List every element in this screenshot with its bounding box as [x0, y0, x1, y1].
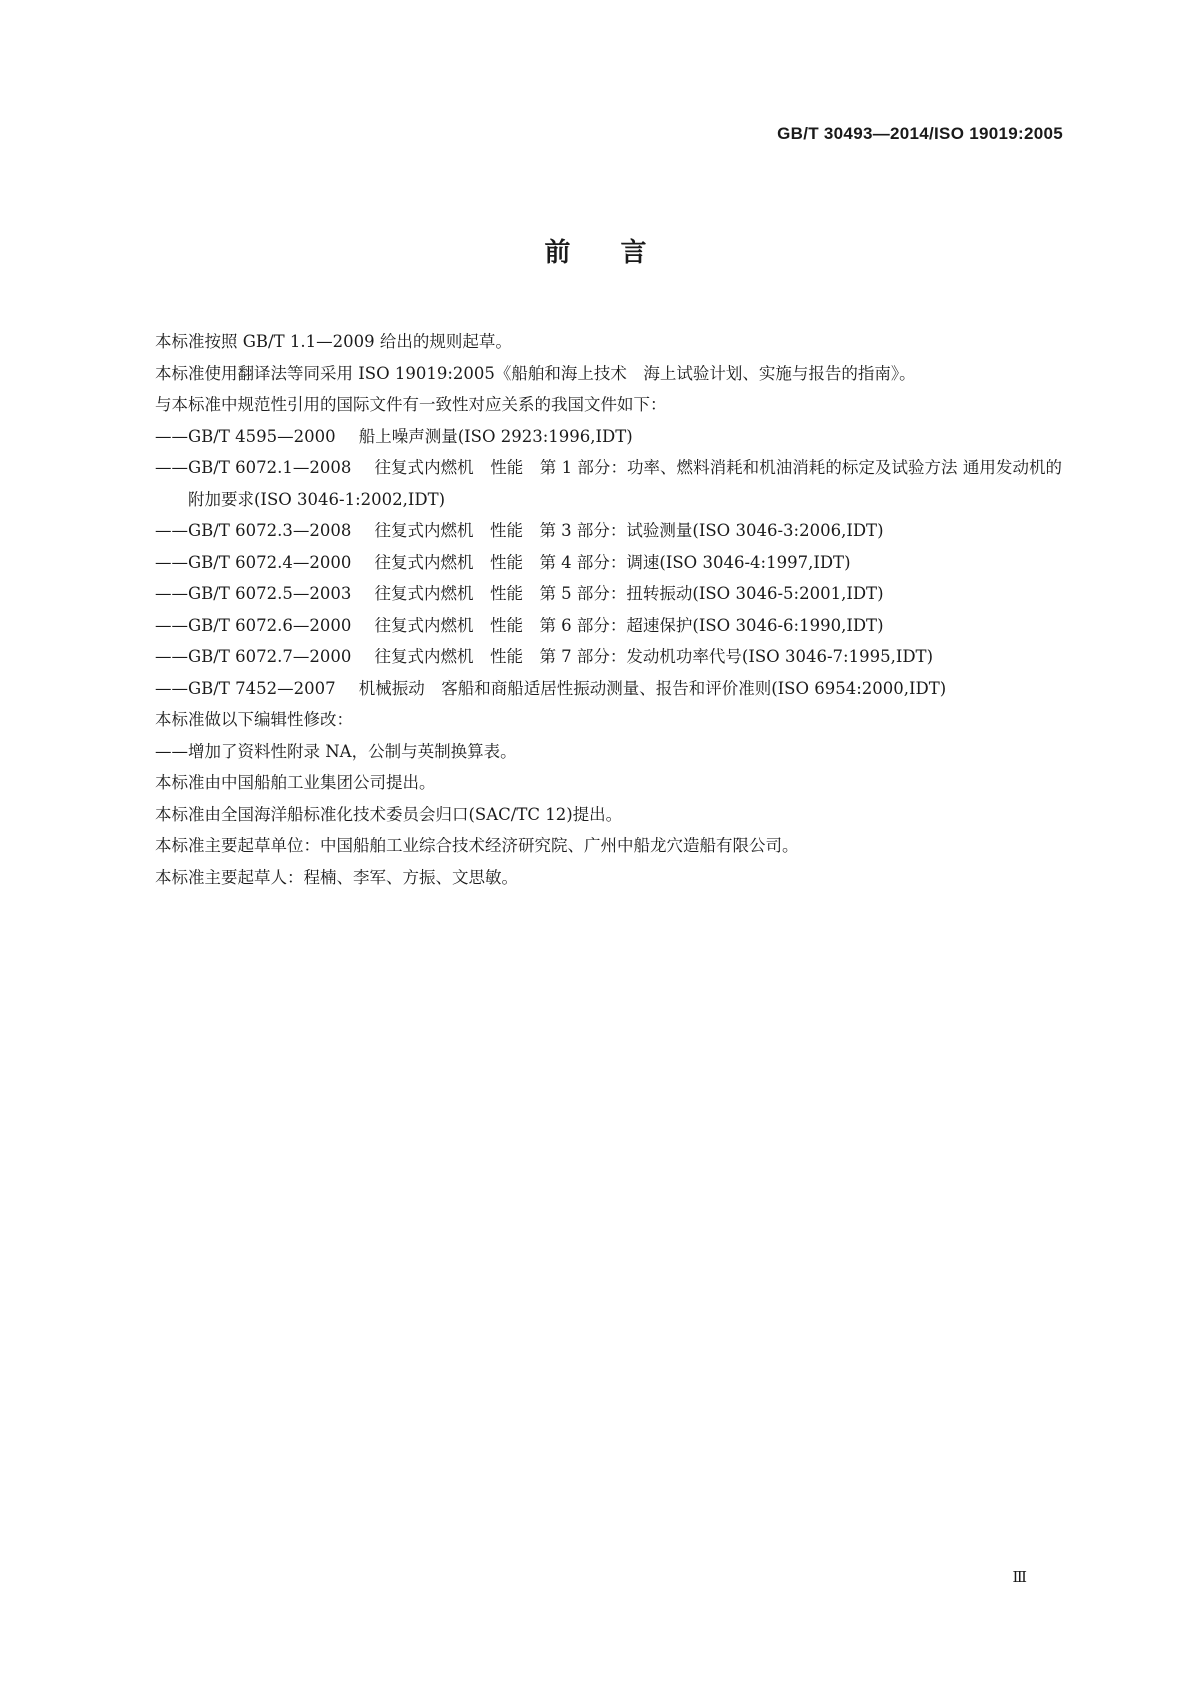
list-item [122, 578, 1062, 610]
paragraph-proposer: 本标准由中国船舶工业集团公司提出。 [155, 773, 436, 792]
reference-text: 往复式内燃机 性能 第 5 部分：扭转振动(ISO 3046-5:2001,IDT) [374, 584, 884, 603]
reference-text: 往复式内燃机 性能 第 6 部分：超速保护(ISO 3046-6:1990,IDT) [374, 615, 884, 635]
paragraph-adoption: 本标准使用翻译法等同采用 ISO 19019:2005《船舶和海上技术 海上试验计划、实施与报告的指南》。 [155, 363, 916, 383]
reference-code: ——GB/T 6072.3—2008 [155, 521, 352, 540]
reference-text: 船上噪声测量(ISO 2923:1996,IDT) [358, 426, 633, 446]
page-number: Ⅲ [1012, 1568, 1026, 1586]
paragraph-annex-change: ——增加了资料性附录 NA，公制与英制换算表。 [155, 741, 517, 761]
reference-text: 往复式内燃机 性能 第 1 部分：功率、燃料消耗和机油消耗的标定及试验方法 通用发动机的附加要求(ISO 3046-1:2002,IDT) [188, 458, 1062, 509]
paragraph-drafting-rules: 本标准按照 GB/T 1.1—2009 给出的规则起草。 [155, 332, 512, 351]
reference-list [122, 421, 1062, 705]
list-item [122, 421, 1062, 453]
paragraph-drafters: 本标准主要起草人：程楠、李军、方振、文思敏。 [155, 867, 518, 887]
standard-code-header: GB/T 30493—2014/ISO 19019:2005 [777, 124, 1063, 143]
list-item [122, 610, 1062, 642]
reference-code: ——GB/T 6072.5—2003 [155, 584, 352, 603]
paragraph-editorial-changes: 本标准做以下编辑性修改： [155, 710, 353, 729]
page-title: 前言 [544, 238, 697, 268]
reference-code: ——GB/T 6072.4—2000 [155, 552, 352, 572]
reference-text: 机械振动 客船和商船适居性振动测量、报告和评价准则(ISO 6954:2000,IDT) [358, 678, 947, 698]
reference-code: ——GB/T 6072.7—2000 [155, 647, 352, 666]
reference-code: ——GB/T 6072.1—2008 [155, 458, 352, 477]
list-item [122, 452, 1062, 515]
paragraph-reference-intro: 与本标准中规范性引用的国际文件有一致性对应关系的我国文件如下： [155, 395, 667, 414]
reference-text: 往复式内燃机 性能 第 4 部分：调速(ISO 3046-4:1997,IDT) [374, 552, 851, 572]
paragraph-committee: 本标准由全国海洋船标准化技术委员会归口(SAC/TC 12)提出。 [155, 804, 623, 824]
reference-text: 往复式内燃机 性能 第 7 部分：发动机功率代号(ISO 3046-7:1995,IDT) [374, 647, 934, 666]
foreword-body [122, 326, 1062, 893]
list-item [122, 641, 1062, 673]
reference-text: 往复式内燃机 性能 第 3 部分：试验测量(ISO 3046-3:2006,IDT) [374, 521, 884, 540]
reference-code: ——GB/T 6072.6—2000 [155, 615, 352, 635]
list-item [122, 515, 1062, 547]
reference-code: ——GB/T 7452—2007 [155, 678, 336, 698]
list-item [122, 547, 1062, 579]
paragraph-drafting-units: 本标准主要起草单位：中国船舶工业综合技术经济研究院、广州中船龙穴造船有限公司。 [155, 836, 799, 855]
reference-code: ——GB/T 4595—2000 [155, 426, 336, 446]
list-item [122, 673, 1062, 705]
